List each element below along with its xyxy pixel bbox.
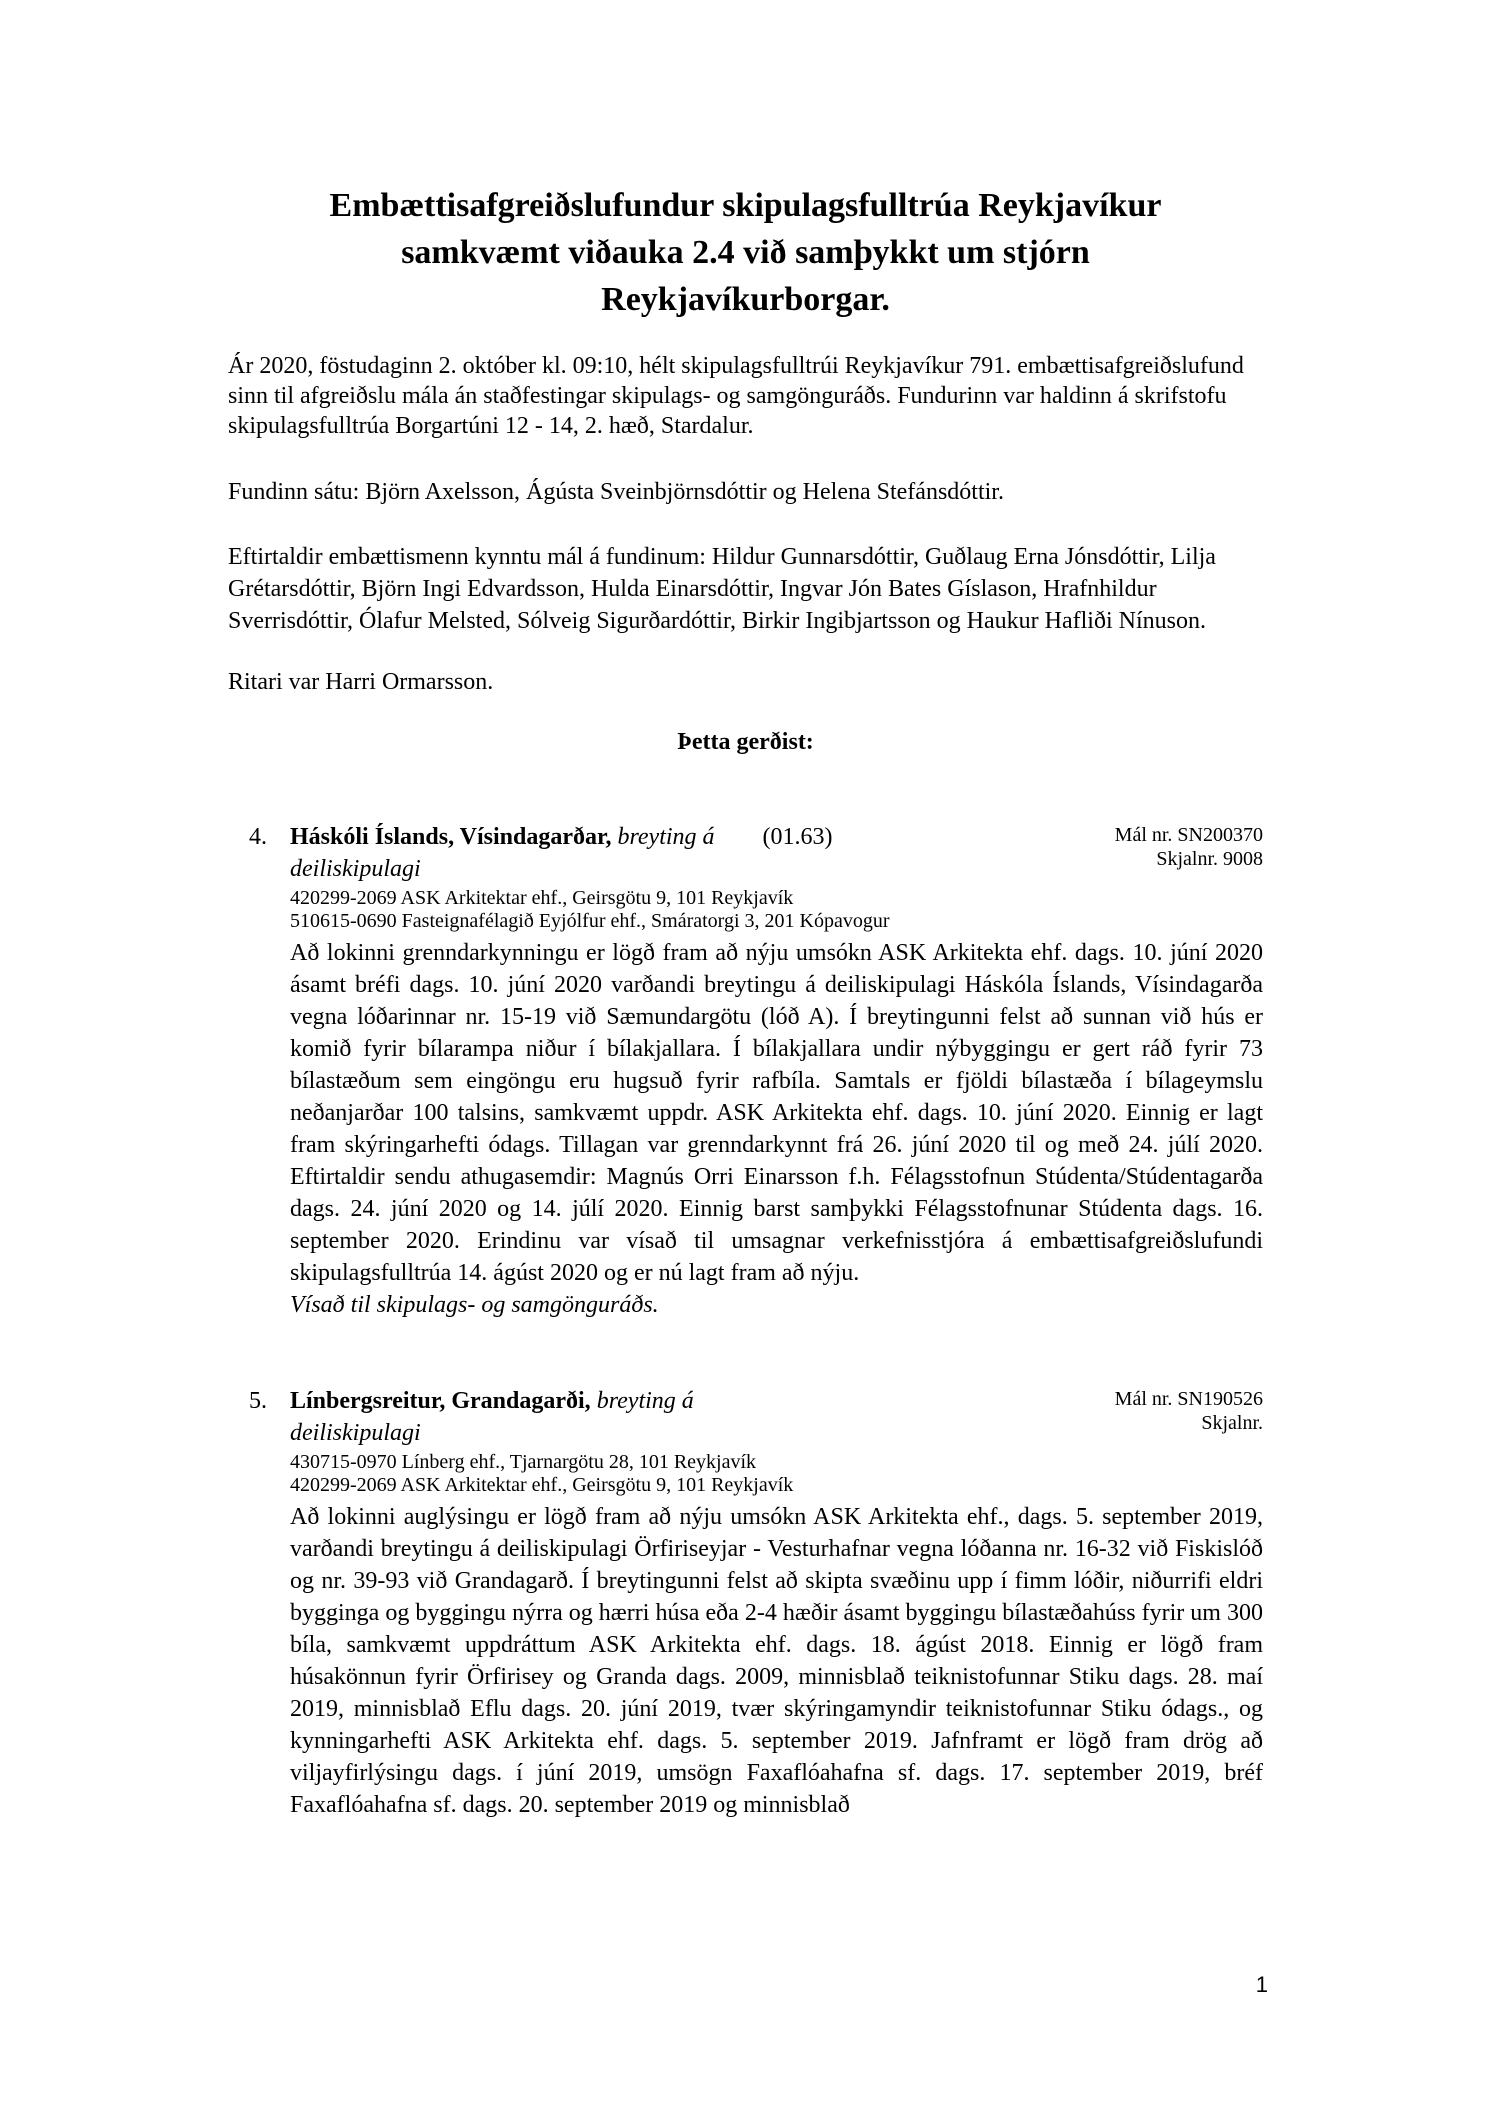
case-heading — [290, 821, 1263, 885]
case-party-line: 510615-0690 Fasteignafélagið Eyjólfur ehf., Smáratorgi 3, 201 Kópavogur — [290, 910, 890, 932]
case-number-label: 5. — [249, 1388, 267, 1414]
case-reference-block — [1115, 823, 1263, 871]
case-document-number: Skjalnr. — [1201, 1412, 1263, 1434]
case-party-line: 420299-2069 ASK Arkitektar ehf., Geirsgötu 9, 101 Reykjavík — [290, 887, 794, 909]
case-resolution: Vísað til skipulags- og samgönguráðs. — [290, 1292, 659, 1318]
attendees-line: Fundinn sátu: Björn Axelsson, Ágústa Sveinbjörnsdóttir og Helena Stefánsdóttir. — [228, 479, 1004, 505]
case-reference-number: Mál nr. SN190526 — [1114, 1388, 1263, 1410]
case-title-subtype: deiliskipulagi — [290, 856, 421, 882]
case-title-subtype: breyting á — [596, 1388, 694, 1414]
case-reference-number: Mál nr. SN200370 — [1114, 824, 1263, 846]
case-title: Línbergsreitur, Grandagarði, — [290, 1388, 591, 1414]
page-number-footer: 1 — [1255, 1972, 1268, 1997]
case-document-number: Skjalnr. 9008 — [1156, 848, 1263, 870]
case-heading — [290, 1385, 1263, 1449]
case-reference-block — [1115, 1387, 1263, 1435]
case-content — [290, 821, 1263, 1321]
case-party-line: 420299-2069 ASK Arkitektar ehf., Geirsgötu 9, 101 Reykjavík — [290, 1474, 794, 1496]
case-party-line: 430715-0970 Línberg ehf., Tjarnargötu 28, 101 Reykjavík — [290, 1451, 757, 1473]
page-title-line: samkvæmt viðauka 2.4 við samþykkt um stjórn — [401, 234, 1090, 271]
case-content — [290, 1385, 1263, 1821]
agenda-heading: Þetta gerðist: — [677, 729, 814, 755]
case-number-label: 4. — [249, 824, 267, 850]
page-title-line: Reykjavíkurborgar. — [601, 281, 890, 318]
officials-line: Eftirtaldir embættismenn kynntu mál á fundinum: Hildur Gunnarsdóttir, Guðlaug Erna Jónsdóttir, Lilja Grétarsdóttir, Björn Ingi Edvardsson, Hulda Einarsdóttir, Ingvar Jón Bates Gíslason, Hrafnhildur Sverrisdóttir, Ólafur Melsted, Sólveig Sigurðardóttir, Birkir Ingibjartsson og Haukur Hafliði Nínuson. — [228, 544, 1216, 634]
page-title — [228, 182, 1263, 323]
case-title: Háskóli Íslands, Vísindagarðar, — [290, 824, 612, 850]
page-title-line: Embættisafgreiðslufundur skipulagsfulltrúa Reykjavíkur — [329, 187, 1162, 224]
case-item-4 — [228, 821, 1263, 1321]
case-body-text: Að lokinni grenndarkynningu er lögð fram að nýju umsókn ASK Arkitekta ehf. dags. 10. júní 2020 ásamt bréfi dags. 10. júní 2020 varðandi breytingu á deiliskipulagi Háskóla Íslands, Vísindagarða vegna lóðarinnar nr. 15-19 við Sæmundargötu (lóð A). Í breytingunni felst að sunnan við hús er komið fyrir bílarampa niður í bílakjallara. Í bílakjallara undir nýbyggingu er gert ráð fyrir 73 bílastæðum sem eingöngu eru hugsuð fyrir rafbíla. Samtals er fjöldi bílastæða í bílageymslu neðanjarðar 100 talsins, samkvæmt uppdr. ASK Arkitekta ehf. dags. 10. júní 2020. Einnig er lagt fram skýringarhefti ódags. Tillagan var grenndarkynnt frá 26. júní 2020 til og með 24. júlí 2020. Eftirtaldir sendu athugasemdir: Magnús Orri Einarsson f.h. Félagsstofnun Stúdenta/Stúdentagarða dags. 24. júní 2020 og 14. júlí 2020. Einnig barst samþykki Félagsstofnunar Stúdenta dags. 16. september 2020. Erindinu var vísað til umsagnar verkefnisstjóra á embættisafgreiðslufundi skipulagsfulltrúa 14. ágúst 2020 og er nú lagt fram að nýju. — [290, 940, 1263, 1286]
meeting-intro: Ár 2020, föstudaginn 2. október kl. 09:10, hélt skipulagsfulltrúi Reykjavíkur 791. embættisafgreiðslufund sinn til afgreiðslu mála án staðfestingar skipulags- og samgönguráðs. Fundurinn var haldinn á skrifstofu skipulagsfulltrúa Borgartúni 12 - 14, 2. hæð, Stardalur. — [228, 353, 1244, 439]
case-title-subtype: deiliskipulagi — [290, 1420, 421, 1446]
case-title-subtype: breyting á — [617, 824, 715, 850]
case-area-code: (01.63) — [762, 824, 833, 850]
case-body-text: Að lokinni auglýsingu er lögð fram að nýju umsókn ASK Arkitekta ehf., dags. 5. september 2019, varðandi breytingu á deiliskipulagi Örfiriseyjar - Vesturhafnar vegna lóðanna nr. 16-32 við Fiskislóð og nr. 39-93 við Grandagarð. Í breytingunni felst að skipta svæðinu upp í fimm lóðir, niðurrifi eldri bygginga og byggingu nýrra og hærri húsa eða 2-4 hæðir ásamt byggingu bílastæðahúss fyrir um 300 bíla, samkvæmt uppdráttum ASK Arkitekta ehf. dags. 18. ágúst 2018. Einnig er lögð fram húsakönnun fyrir Örfirisey og Granda dags. 2009, minnisblað teiknistofunnar Stiku dags. 28. maí 2019, minnisblað Eflu dags. 20. júní 2019, tvær skýringamyndir teiknistofunnar Stiku ódags., og kynningarhefti ASK Arkitekta ehf. dags. 5. september 2019. Jafnframt er lögð fram drög að viljayfirlýsingu dags. í júní 2019, umsögn Faxaflóahafna sf. dags. 17. september 2019, bréf Faxaflóahafna sf. dags. 20. september 2019 og minnisblað — [290, 1504, 1263, 1818]
case-parties — [290, 1451, 1263, 1497]
case-item-5 — [228, 1385, 1263, 1821]
secretary-line: Ritari var Harri Ormarsson. — [228, 669, 494, 695]
case-parties — [290, 887, 1263, 933]
document-page — [228, 0, 1263, 1821]
